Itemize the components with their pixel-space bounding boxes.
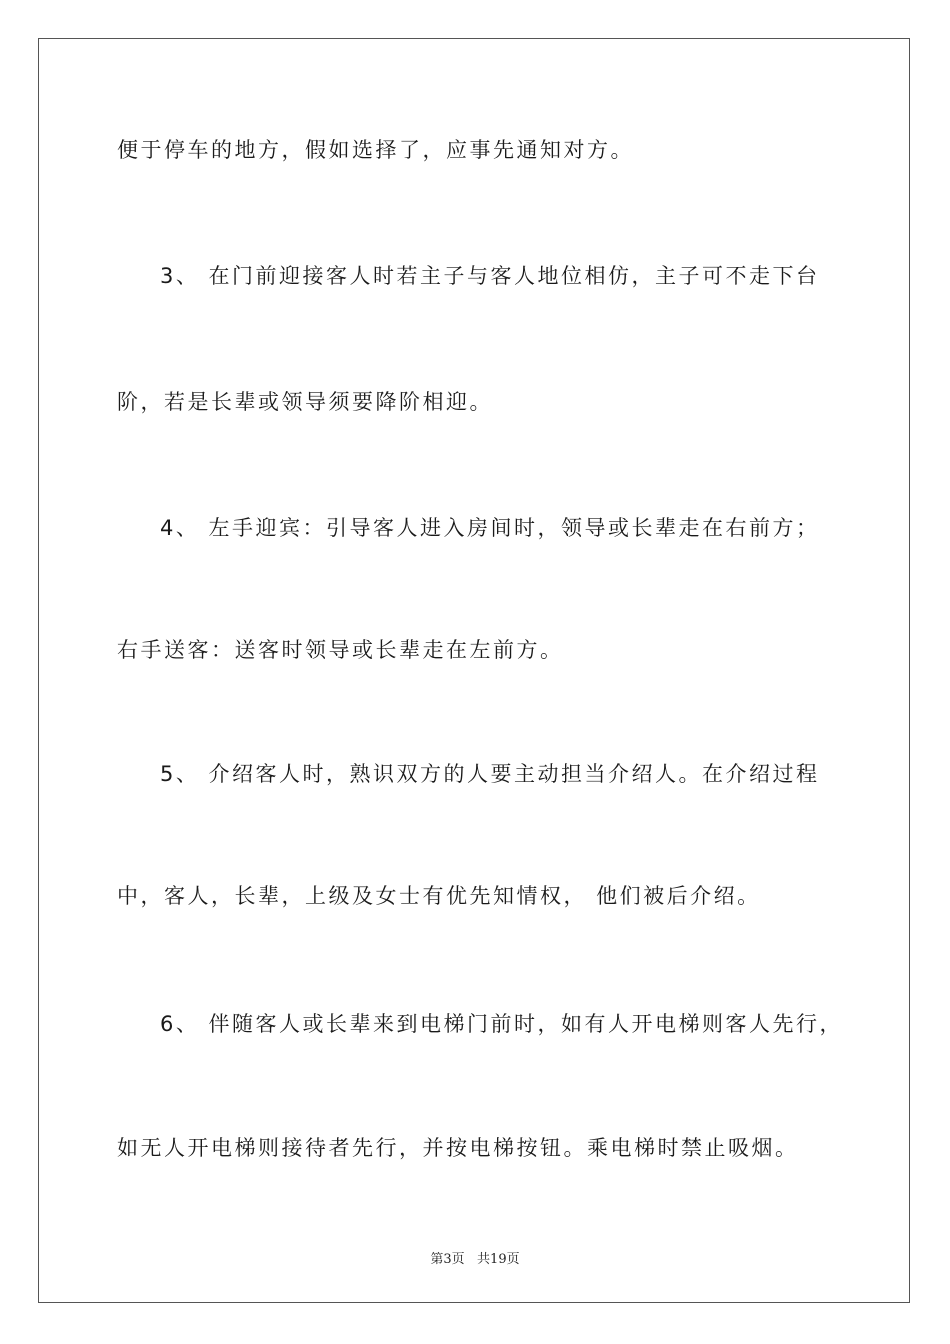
paragraph-line: 右手送客：送客时领导或长辈走在左前方。 [117, 638, 564, 662]
paragraph-line: 阶，若是长辈或领导须要降阶相迎。 [117, 390, 493, 414]
page-number-footer: 第3页 共19页 [430, 1252, 520, 1267]
paragraph-line: 如无人开电梯则接待者先行，并按电梯按钮。乘电梯时禁止吸烟。 [117, 1136, 799, 1160]
paragraph-line: 5、 介绍客人时，熟识双方的人要主动担当介绍人。在介绍过程 [160, 762, 820, 786]
paragraph-line: 便于停车的地方，假如选择了，应事先通知对方。 [117, 138, 634, 162]
paragraph-line: 6、 伴随客人或长辈来到电梯门前时，如有人开电梯则客人先行， [160, 1012, 844, 1036]
paragraph-line: 3、 在门前迎接客人时若主子与客人地位相仿，主子可不走下台 [160, 264, 820, 288]
page-border [38, 38, 910, 1303]
paragraph-line: 4、 左手迎宾：引导客人进入房间时，领导或长辈走在右前方； [160, 516, 820, 540]
paragraph-line: 中，客人，长辈，上级及女士有优先知情权， 他们被后介绍。 [117, 884, 761, 908]
